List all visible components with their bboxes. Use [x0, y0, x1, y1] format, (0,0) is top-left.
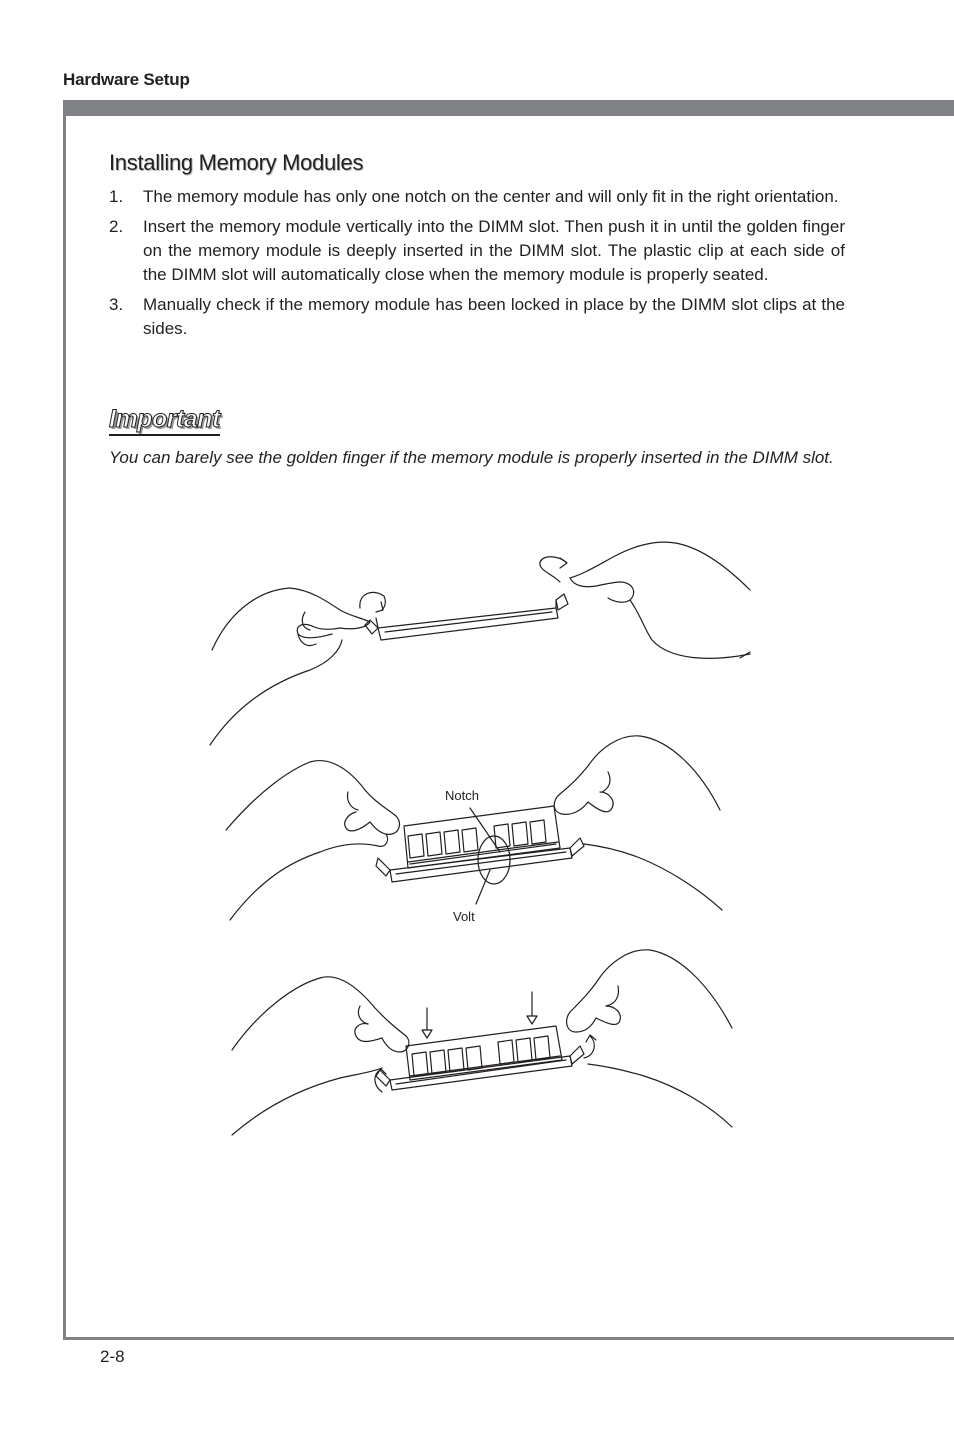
- step-number: 3.: [109, 295, 124, 314]
- running-header: Hardware Setup: [63, 70, 190, 89]
- header-bar: [63, 100, 954, 116]
- volt-label: Volt: [453, 909, 475, 924]
- step-number: 1.: [109, 187, 124, 206]
- panel-open-clips: [210, 542, 750, 745]
- left-margin-rule: [63, 100, 66, 1340]
- step-item: [109, 185, 845, 209]
- step-text: Manually check if the memory module has been locked in place by the DIMM slot clips at the sides.: [143, 295, 845, 338]
- step-item: [109, 293, 845, 341]
- memory-install-illustration: [200, 530, 760, 1140]
- panel-press-module: [232, 950, 732, 1135]
- step-text: Insert the memory module vertically into the DIMM slot. Then push it in until the golden finger on the memory module is deeply inserted in the DIMM slot. The plastic clip at each side of the DIMM slot will automatically close when the memory module is properly seated.: [143, 217, 845, 284]
- installation-steps: [109, 185, 845, 347]
- footer-rule: [63, 1337, 954, 1340]
- important-note: You can barely see the golden finger if the memory module is properly inserted in the DIMM slot.: [109, 448, 834, 467]
- important-heading: Important: [109, 405, 220, 436]
- step-number: 2.: [109, 217, 124, 236]
- step-text: The memory module has only one notch on the center and will only fit in the right orientation.: [143, 187, 839, 206]
- page-number: 2-8: [100, 1347, 125, 1366]
- section-title: Installing Memory Modules: [109, 150, 364, 175]
- step-item: [109, 215, 845, 287]
- notch-label: Notch: [445, 788, 479, 803]
- panel-align-module: [226, 736, 722, 920]
